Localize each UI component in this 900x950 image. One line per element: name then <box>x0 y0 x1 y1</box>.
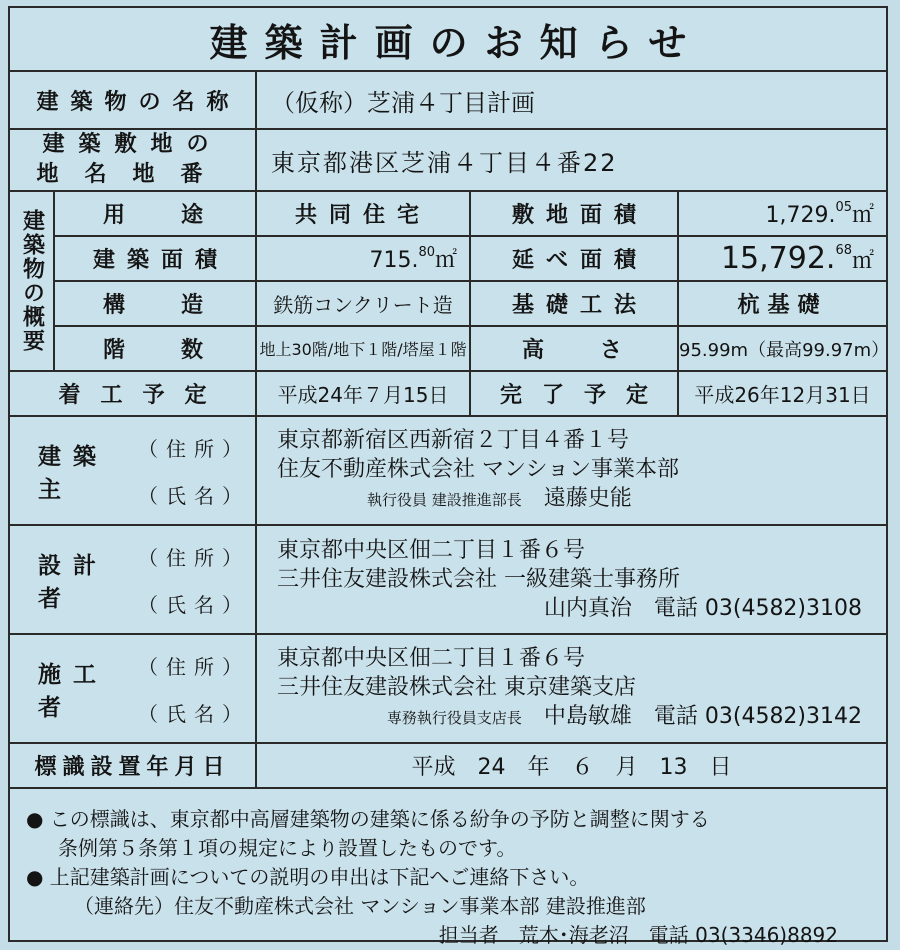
posted-value: 平成 24 年 ６ 月 13 日 <box>256 743 886 788</box>
name-label: 建築物の名称 <box>10 72 256 129</box>
area-row <box>10 236 886 281</box>
use-value: 共同住宅 <box>256 191 470 236</box>
site-area-decimal: 05 <box>835 200 852 215</box>
site-area-unit: ㎡ <box>852 203 875 228</box>
start-value: 平成24年７月15日 <box>256 371 470 416</box>
floor-area-value <box>678 236 886 281</box>
designer-company: 三井住友建設株式会社 一級建築士事務所 <box>277 567 681 592</box>
structure-label: 構 造 <box>54 281 256 326</box>
foundation-label: 基礎工法 <box>470 281 678 326</box>
site-value: 東京都港区芝浦４丁目４番22 <box>256 129 886 191</box>
site-area-value <box>678 191 886 236</box>
builder-label-cell <box>10 634 256 743</box>
building-area-main: 715. <box>369 248 419 273</box>
building-area-label: 建築面積 <box>54 236 256 281</box>
site-label-line2: 地名地番 <box>36 162 229 187</box>
site-area-label: 敷地面積 <box>470 191 678 236</box>
owner-address-label: （住所） <box>138 436 250 461</box>
designer-role: 設計者 <box>38 552 108 612</box>
notes-section <box>10 789 886 950</box>
owner-name-label: （氏名） <box>138 483 250 508</box>
builder-role: 施工者 <box>38 661 108 721</box>
site-label-line1: 建築敷地の <box>42 132 223 157</box>
height-label: 高 さ <box>470 326 678 371</box>
designer-person: 山内真治 <box>543 596 632 621</box>
page-title: 建築計画のお知らせ <box>10 8 886 72</box>
foundation-value: 杭基礎 <box>678 281 886 326</box>
structure-row <box>10 281 886 326</box>
note-1-line-1: ● この標識は、東京都中高層建築物の建築に係る紛争の予防と調整に関する <box>26 807 710 831</box>
height-value: 95.99m（最高99.97m） <box>678 326 886 371</box>
posted-row <box>10 743 886 788</box>
building-area-decimal: 80 <box>418 245 435 260</box>
note-2-line-2: （連絡先）住友不動産株式会社 マンション事業本部 建設推進部 <box>74 894 646 918</box>
builder-details <box>256 634 886 743</box>
designer-details <box>256 525 886 634</box>
site-area-main: 1,729. <box>765 203 836 228</box>
builder-name-label: （氏名） <box>138 701 250 726</box>
builder-person: 中島敏雄 <box>543 704 632 729</box>
building-area-unit: ㎡ <box>435 248 458 273</box>
end-value: 平成26年12月31日 <box>678 371 886 416</box>
builder-address-label: （住所） <box>138 654 250 679</box>
builder-title: 専務執行役員支店長 <box>386 709 522 727</box>
notice-board <box>8 6 890 947</box>
building-area-value <box>256 236 470 281</box>
site-row <box>10 129 886 191</box>
floors-row <box>10 326 886 371</box>
owner-role: 建築主 <box>38 443 108 503</box>
builder-row <box>10 634 886 743</box>
designer-label-cell <box>10 525 256 634</box>
use-row <box>10 191 886 236</box>
structure-value: 鉄筋コンクリート造 <box>256 281 470 326</box>
owner-person: 遠藤史能 <box>543 486 632 511</box>
owner-company: 住友不動産株式会社 マンション事業本部 <box>277 457 680 482</box>
name-row <box>10 72 886 129</box>
designer-address-label: （住所） <box>138 545 250 570</box>
end-label: 完了予定 <box>470 371 678 416</box>
floors-value: 地上30階/地下１階/塔屋１階 <box>256 326 470 371</box>
builder-company: 三井住友建設株式会社 東京建築支店 <box>277 675 637 700</box>
use-label: 用 途 <box>54 191 256 236</box>
floor-area-label: 延べ面積 <box>470 236 678 281</box>
designer-address: 東京都中央区佃二丁目１番６号 <box>277 538 586 563</box>
schedule-row <box>10 371 886 416</box>
owner-address: 東京都新宿区西新宿２丁目４番１号 <box>277 428 630 453</box>
note-2-line-1: ● 上記建築計画についての説明の申出は下記へご連絡下さい。 <box>26 865 590 889</box>
builder-phone: 電話 03(4582)3142 <box>653 704 863 729</box>
designer-phone: 電話 03(4582)3108 <box>653 596 863 621</box>
floors-label: 階 数 <box>54 326 256 371</box>
floor-area-main: 15,792. <box>720 241 836 276</box>
owner-title: 執行役員 建設推進部長 <box>367 491 522 509</box>
start-label: 着工予定 <box>10 371 256 416</box>
note-1-line-2: 条例第５条第１項の規定により設置したものです。 <box>58 836 517 860</box>
owner-details <box>256 416 886 525</box>
site-label <box>10 129 256 191</box>
info-table <box>10 72 890 789</box>
owner-row <box>10 416 886 525</box>
overview-group-label: 建築物の概要 <box>10 191 54 371</box>
name-value: （仮称）芝浦４丁目計画 <box>256 72 886 129</box>
builder-address: 東京都中央区佃二丁目１番６号 <box>277 646 586 671</box>
note-2-line-3: 担当者 荒木･海老沼 電話 03(3346)8892 <box>438 923 838 947</box>
designer-row <box>10 525 886 634</box>
floor-area-decimal: 68 <box>835 243 852 258</box>
designer-name-label: （氏名） <box>138 592 250 617</box>
posted-label: 標識設置年月日 <box>10 743 256 788</box>
floor-area-unit: ㎡ <box>852 249 875 274</box>
owner-label-cell <box>10 416 256 525</box>
